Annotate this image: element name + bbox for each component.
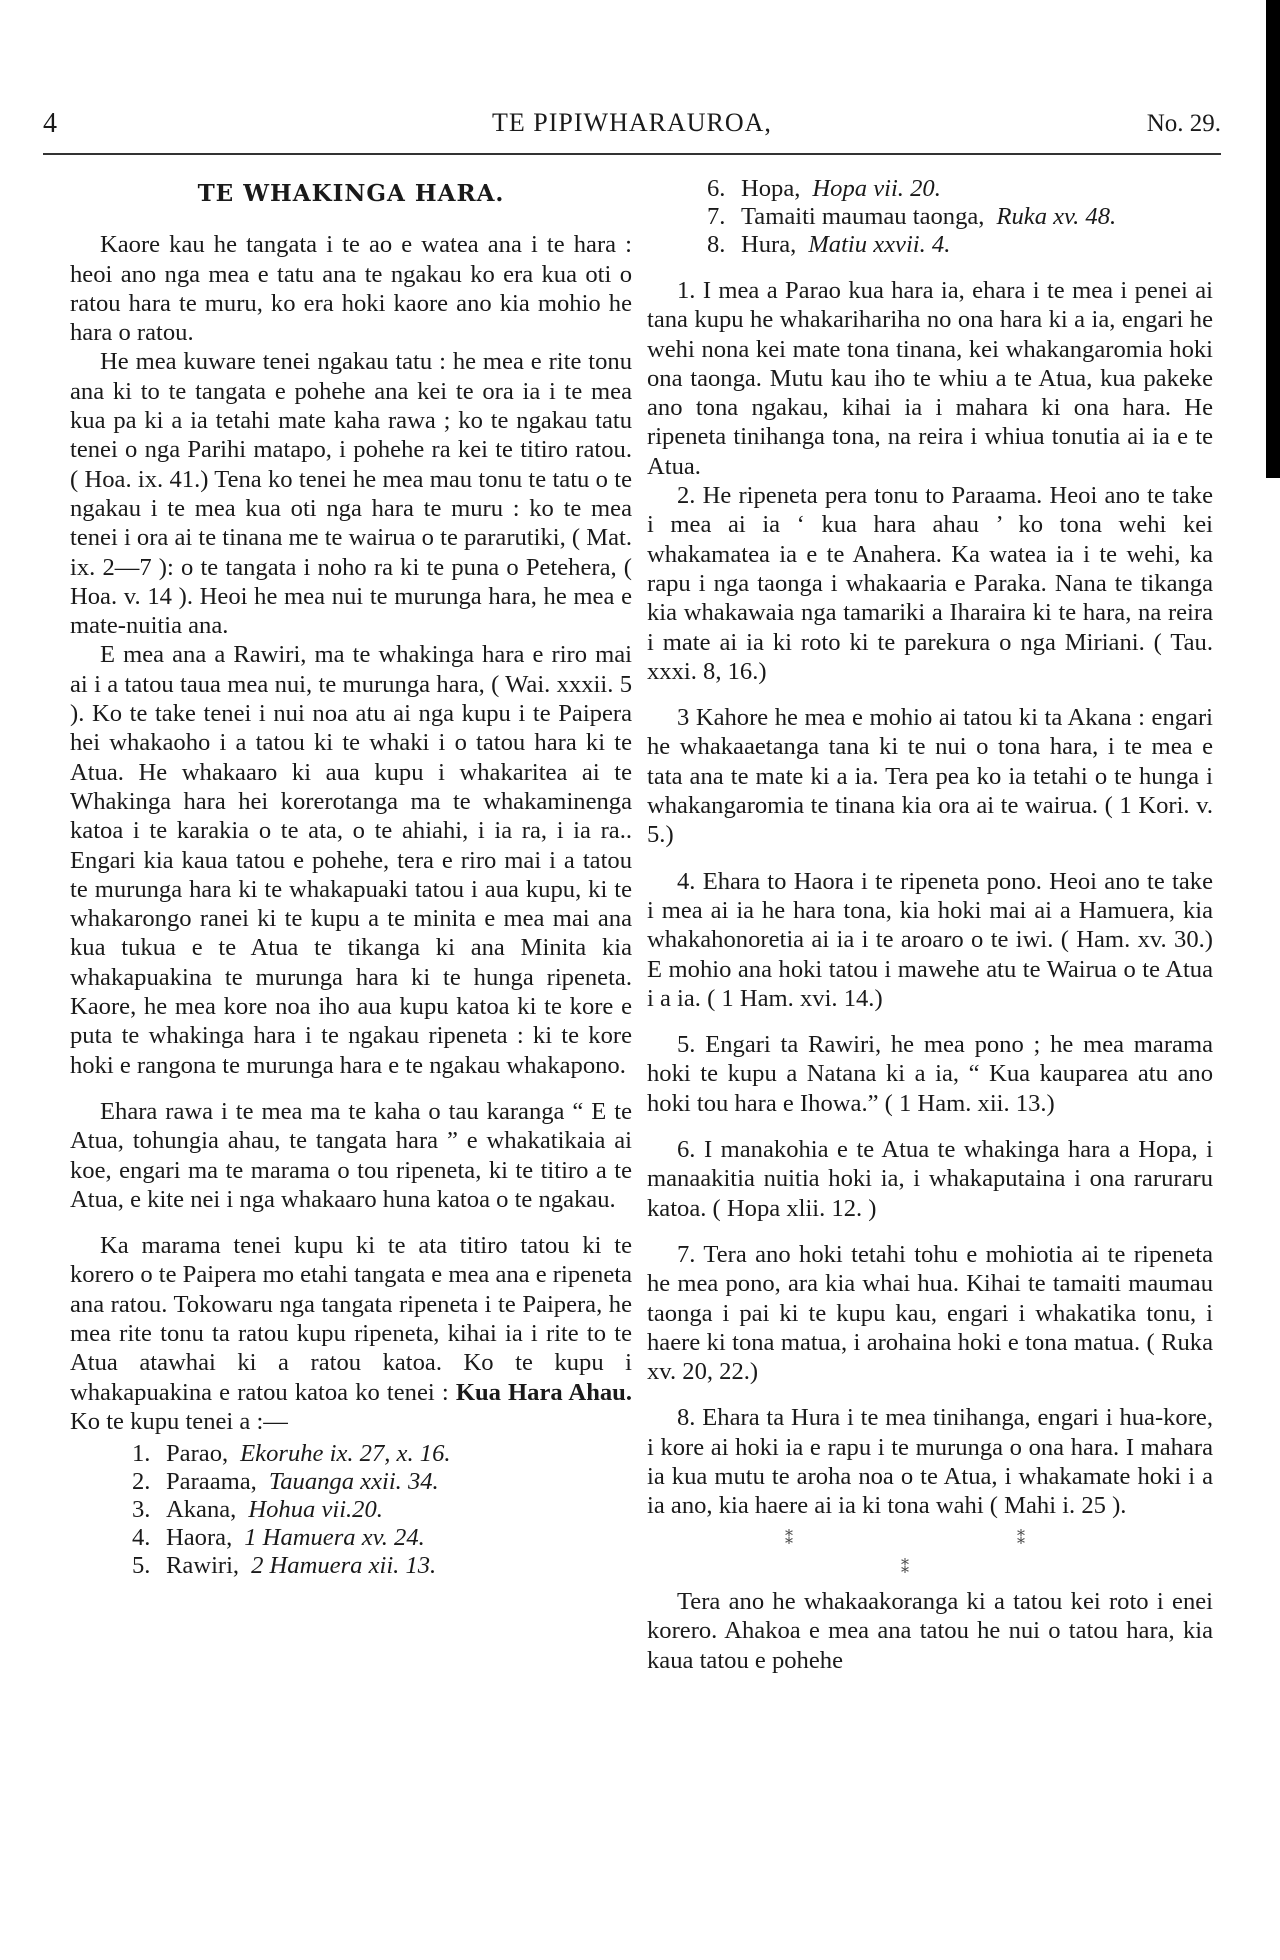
ref-name: Akana, — [166, 1496, 237, 1524]
reference-list-right — [647, 175, 1213, 259]
reference-item — [707, 231, 1213, 259]
reference-item — [132, 1524, 632, 1552]
paragraph: He mea kuware tenei ngakau tatu : he mea e rite tonu ana ki to te tangata e pohehe ana kei te ora ia i te mea kua pa ki a ia tetahi mate kaha rawa ; ko te ngakau tatu tenei o nga Parihi matapo, i pohehe ra kei te titiro ratou. ( Hoa. ix. 41.) Tena ko tenei he mea mau tonu te tatu o te ngakau i te mea kua oti nga hara te muru : ko te mea tenei i ora ai te tinana me te wairua o te pararutiki, ( Mat. ix. 2—7 ): o te tangata i noho ra ki te puna o Petehera, ( Hoa. v. 14 ). Heoi he mea nui te murunga hara, he mea e mate-nuitia ana. — [70, 348, 633, 640]
ref-number: 1. — [132, 1440, 151, 1468]
ref-number: 5. — [132, 1552, 151, 1580]
ref-number: 2. — [132, 1468, 151, 1496]
paragraph-hopa: 6. I manakohia e te Atua te whakinga hara a Hopa, i manaakitia nuitia hoki ia, i whakaputaina i ona raruraru katoa. ( Hopa xlii. 12. ) — [647, 1136, 1213, 1222]
reference-item — [707, 175, 1213, 203]
reference-list-left — [70, 1440, 632, 1580]
paragraph: E mea ana a Rawiri, ma te whakinga hara e riro mai ai i a tatou taua mea nui, te murunga hara, ( Wai. xxxii. 5 ). Ko te take tenei i nui noa atu ai nga kupu i te Paipera hei whakaoho i a tatou ki te whaki i o tatou hara ki te Atua. He whakaaro ki aua kupu i whakaritea ai te Whakinga hara hei korerotanga ma te whakaminenga katoa i te karakia o te ata, o te ahiahi, i ia ra, i ia ra.. Engari kia kaua tatou e pohehe, tera e riro mai i a tatou te murunga hara ki te whakapuaki tatou i aua kupu, ki te whakarongo ranei ki te kupu a te minita e mea mai ana kua tukua e te Atua te tikanga ki ana Minita kia whakapuakina te murunga hara ki te hunga ripeneta. Kaore, he mea kore noa iho aua kupu katoa ki te kore e puta te whakinga hara i te ngakau ripeneta : ki te kore hoki e rangona te murunga hara e te ngakau whakapono. — [70, 641, 632, 1079]
section-separator-asterisks: ⁑ ⁑ ⁑ — [785, 1530, 1135, 1577]
reference-item — [132, 1468, 632, 1496]
paragraph-text: Ko te kupu tenei a :— — [70, 1407, 288, 1435]
reference-item — [132, 1552, 632, 1580]
emphasis-kua-hara-ahau: Kua Hara Ahau. — [455, 1378, 632, 1406]
page-header — [43, 108, 1221, 156]
paragraph-hura: 8. Ehara ta Hura i te mea tinihanga, engari i hua-kore, i kore ai hoki ia e rapu i te murunga o ona hara. I mahara ia kua mutu te aroha noa o te Atua, i whakamate hoki i a ia ano, kia haere ai ia ki tona wahi ( Mahi i. 25 ). — [647, 1404, 1213, 1520]
ref-citation: Hohua vii.20. — [248, 1496, 383, 1524]
ref-name: Hopa, — [741, 175, 801, 202]
article-title: TE WHAKINGA HARA. — [197, 180, 505, 207]
ref-citation: 2 Hamuera xii. 13. — [251, 1552, 437, 1580]
ref-name: Haora, — [166, 1524, 233, 1552]
ref-name: Paraama, — [166, 1468, 257, 1496]
paragraph-text: Ka marama tenei kupu ki te ata titiro tatou ki te korero o te Paipera mo etahi tangata e mea ana e ripeneta ana ratou. Tokowaru nga tangata ripeneta i te Paipera, he mea rite tonu ta ratou kupu ripeneta, kihai ia i rite to te Atua atawhai ki a ratou katoa. Ko te kupu i whakapuakina e ratou katoa ko tenei : — [70, 1232, 632, 1406]
ref-number: 3. — [132, 1496, 151, 1524]
ref-number: 8. — [707, 231, 726, 258]
ref-citation: Ruka xv. 48. — [996, 203, 1117, 230]
paragraph-tamaiti: 7. Tera ano hoki tetahi tohu e mohiotia ai te ripeneta he mea pono, ara kia whai hua. Kihai te tamaiti maumau taonga i pai ki te kupu kau, engari i whakatika tonu, i haere ki tona matua, i arohaina hoki e tona matua. ( Ruka xv. 20, 22.) — [647, 1240, 1213, 1386]
ref-number: 4. — [132, 1524, 151, 1552]
ref-name: Rawiri, — [166, 1552, 240, 1580]
right-column — [647, 175, 1213, 1675]
ref-citation: Tauanga xxii. 34. — [268, 1468, 439, 1496]
ref-name: Tamaiti maumau taonga, — [741, 203, 985, 230]
reference-item — [132, 1496, 632, 1524]
ref-name: Parao, — [166, 1440, 229, 1468]
scan-edge-shadow — [1266, 0, 1280, 478]
paragraph-paraama: 2. He ripeneta pera tonu to Paraama. Heoi ano te take i mea ai ia ‘ kua hara ahau ’ ko tona wehi kei whakamatea ia e te Anahera. Ka watea ia i te wehi, ka rapu i nga taonga i whakaaria e Paraka. Nana te tikanga kia whakawaia nga tamariki a Iharaira ki te hara, na reira i mate ai ia ki roto ki te parekura o nga Miriani. ( Tau. xxxi. 8, 16.) — [647, 482, 1213, 685]
paragraph-closing: Tera ano he whakaakoranga ki a tatou kei roto i enei korero. Ahakoa e mea ana tatou he nui o tatou hara, kia kaua tatou e pohehe — [647, 1588, 1213, 1674]
ref-number: 6. — [707, 175, 726, 202]
paragraph-haora: 4. Ehara to Haora i te ripeneta pono. Heoi ano te take i mea ai ia he hara tona, kia hoki mai ai a Hamuera, kia whakahonoretia ai ia i te aroaro o te iwi. ( Ham. xv. 30.) E mohio ana hoki tatou i mawehe atu te Wairua o te Atua i a ia. ( 1 Ham. xvi. 14.) — [647, 867, 1213, 1012]
ref-number: 7. — [707, 203, 726, 230]
paragraph-rawiri: 5. Engari ta Rawiri, he mea pono ; he mea marama hoki te kupu a Natana ki a ia, “ Kua kauparea atu ano hoki tou hara e Ihowa.” ( 1 Ham. xii. 13.) — [647, 1031, 1213, 1117]
paragraph-akana: 3 Kahore he mea e mohio ai tatou ki ta Akana : engari he whakaaetanga tana ki te nui o tona hara, i te mea e tata ana te mate ki a ia. Tera pea ko ia tetahi o te hunga i whakangaromia te tinana kia ora ai te wairua. ( 1 Kori. v. 5.) — [647, 704, 1213, 849]
paragraph-parao: 1. I mea a Parao kua hara ia, ehara i te mea i penei ai tana kupu he whakarihariha no ona hara ki a ia, engari he wehi nona kei mate tona tinana, kei whakangaromia hoki ona taonga. Mutu kau iho te whiu a te Atua, kua pakeke ano tona ngakau, kihai ia i mahara ki ona hara. He ripeneta tinihanga tona, na reira i whiua tonutia ai ia e te Atua. — [647, 277, 1213, 480]
issue-number: No. 29. — [1146, 110, 1221, 137]
publication-title: TE PIPIWHARAUROA, — [492, 108, 772, 137]
header-rule — [43, 153, 1221, 155]
paragraph-with-emphasis — [70, 1231, 632, 1436]
paragraph: Ehara rawa i te mea ma te kaha o tau karanga “ E te Atua, tohungia ahau, te tangata hara ” e whakatikaia ai koe, engari ma te marama o tou ripeneta, ki te titiro a te Atua, e kite nei i nga whakaaro huna katoa o te ngakau. — [70, 1097, 632, 1213]
left-column — [70, 175, 632, 1580]
ref-citation: Hopa vii. 20. — [812, 175, 941, 202]
reference-item — [707, 203, 1213, 231]
ref-citation: Matiu xxvii. 4. — [808, 231, 951, 258]
ref-citation: 1 Hamuera xv. 24. — [244, 1524, 425, 1552]
paragraph: Kaore kau he tangata i te ao e watea ana i te hara : heoi ano nga mea e tatu ana te ngakau ko era kua oti o ratou hara te muru, ko era hoki kaore ano kia mohio he hara o ratou. — [70, 231, 632, 347]
ref-citation: Ekoruhe ix. 27, x. 16. — [240, 1440, 451, 1468]
ref-name: Hura, — [741, 231, 797, 258]
reference-item — [132, 1440, 632, 1468]
page-number: 4 — [43, 108, 57, 139]
